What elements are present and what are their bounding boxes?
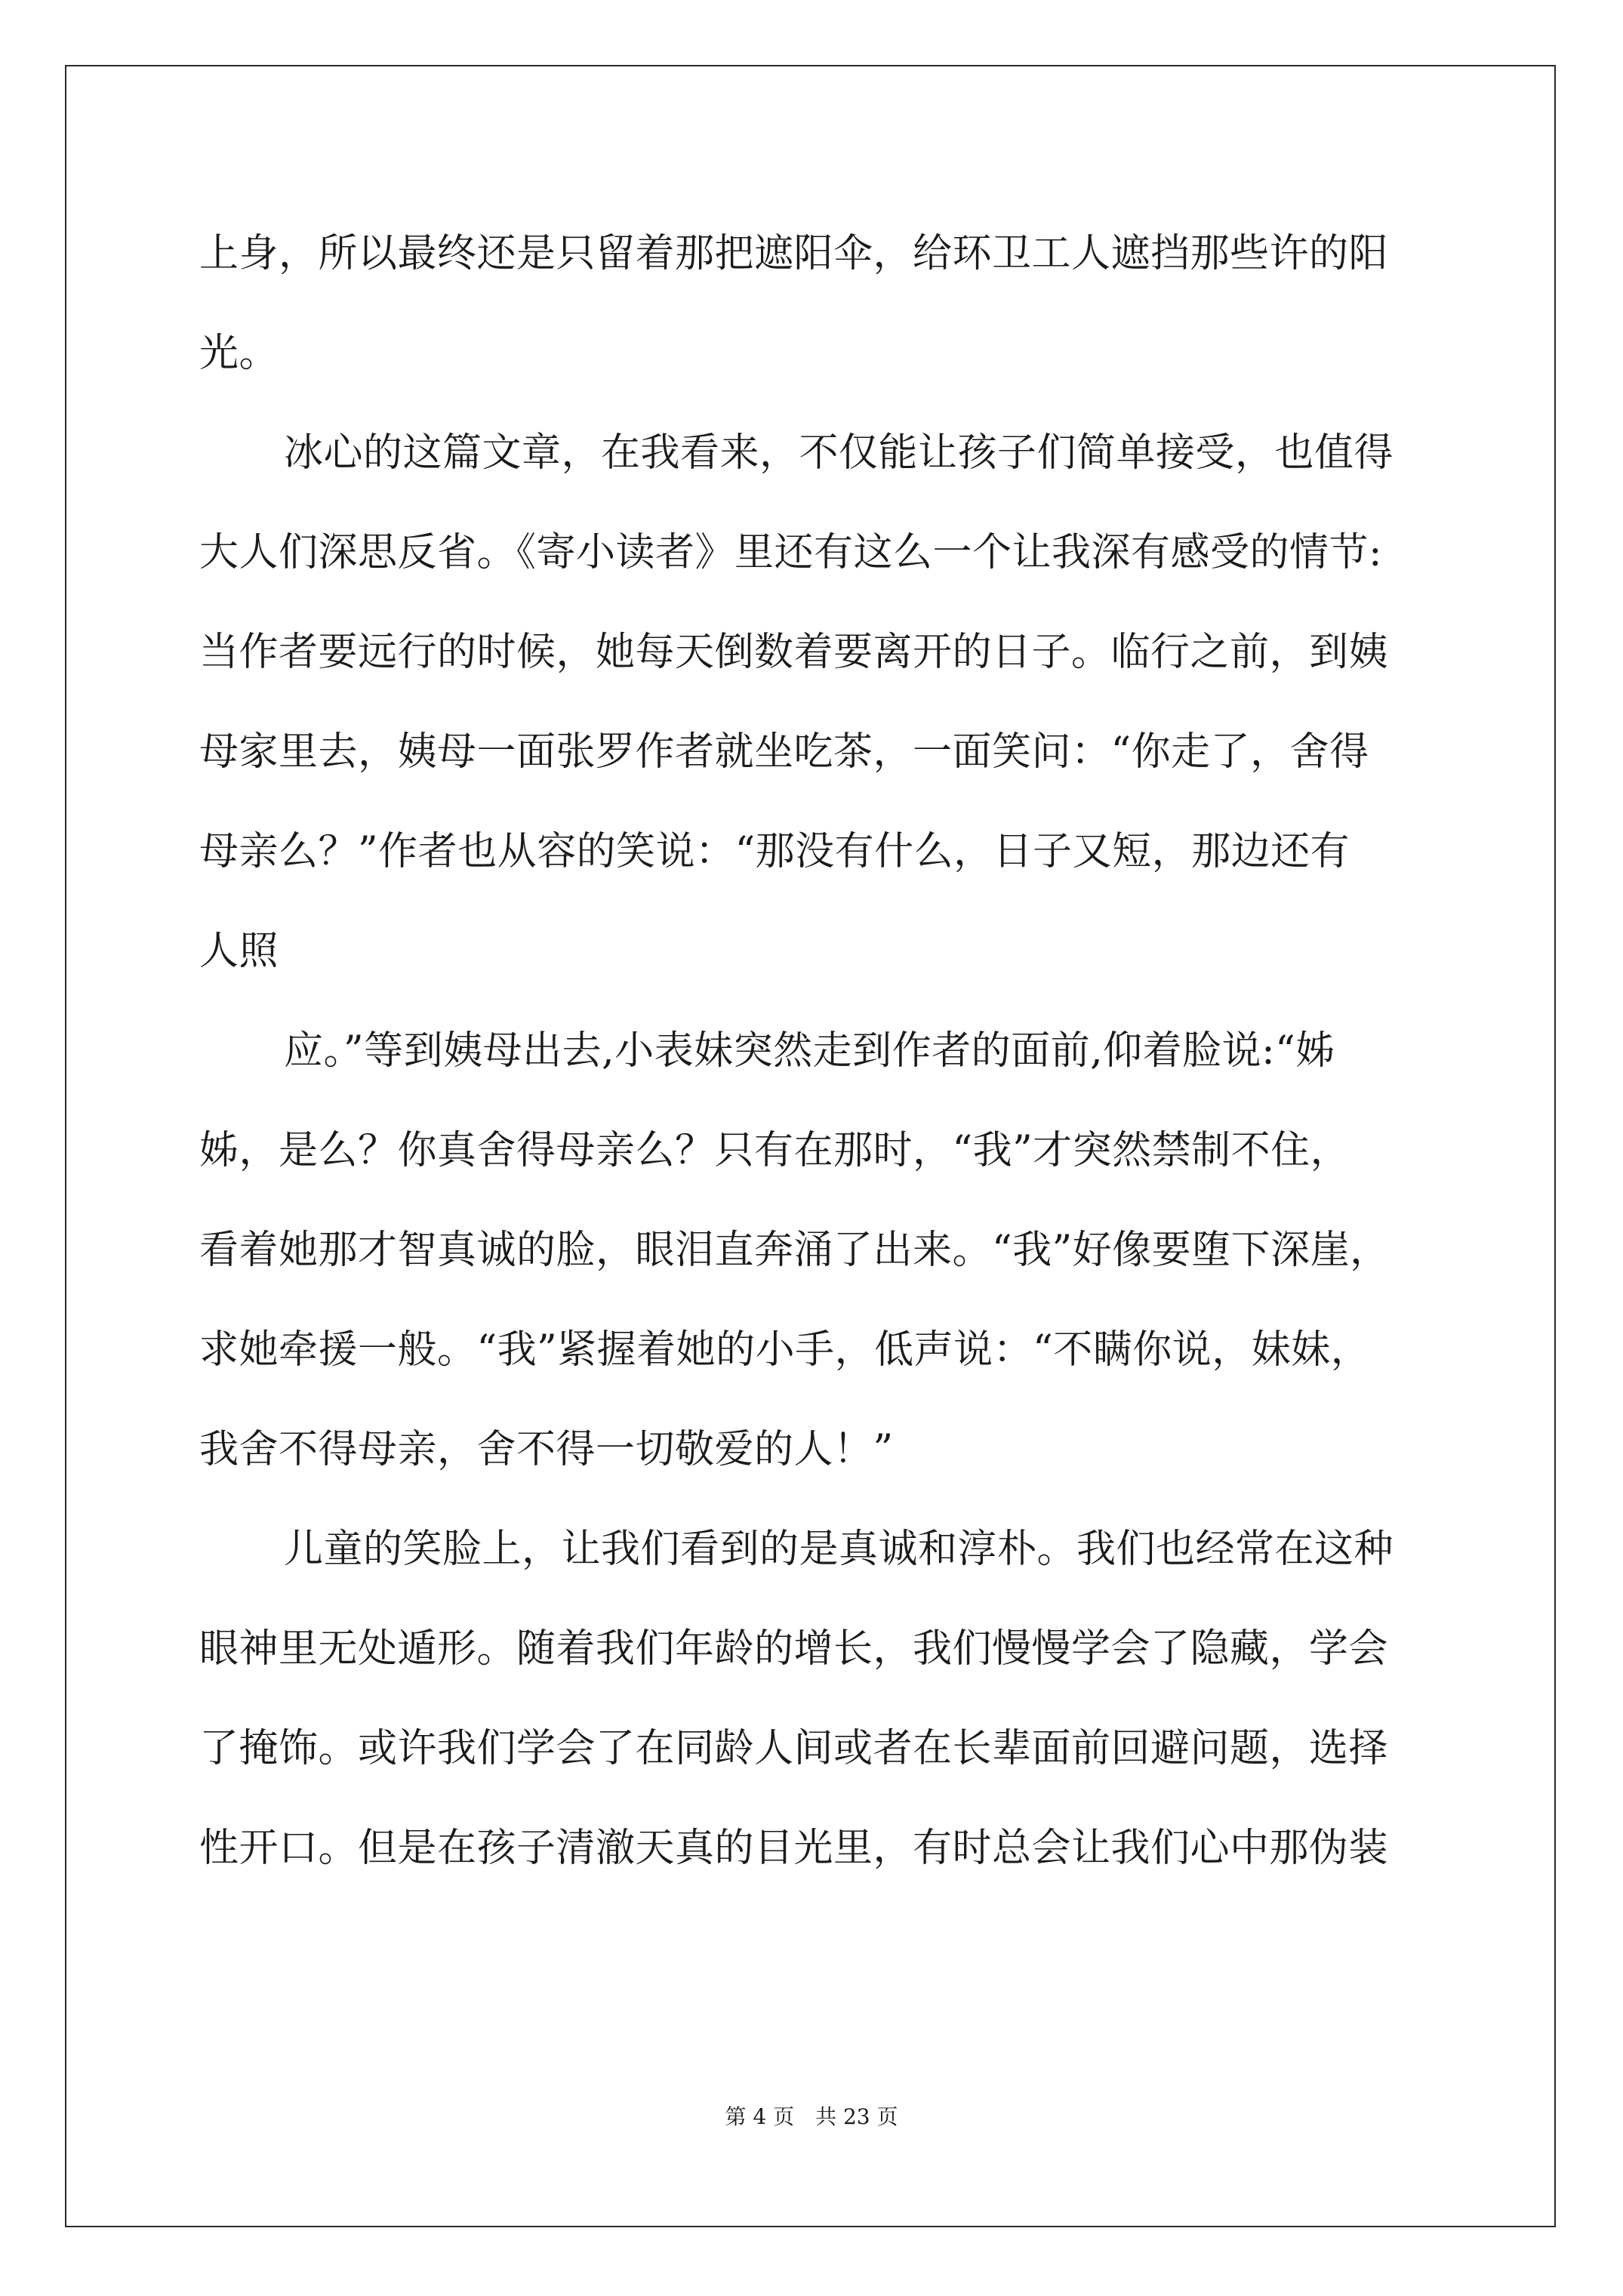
text-line: 大人们深思反省。《寄小读者》里还有这么一个让我深有感受的情节:: [199, 530, 1383, 575]
text-line: 人照: [199, 929, 279, 974]
text-line: 当作者要远行的时候，她每天倒数着要离开的日子。临行之前，到姨: [199, 630, 1389, 675]
text-line: 光。: [199, 331, 279, 376]
text-line: 我舍不得母亲，舍不得一切敬爱的人！”: [199, 1427, 894, 1472]
text-line: 母亲么？”作者也从容的笑说：“那没有什么，日子又短，那边还有: [199, 829, 1350, 874]
text-line: 母家里去，姨母一面张罗作者就坐吃茶，一面笑问：“你走了，舍得: [199, 729, 1369, 775]
text-line: 了掩饰。或许我们学会了在同龄人间或者在长辈面前回避问题，选择: [199, 1726, 1389, 1771]
text-line: 上身，所以最终还是只留着那把遮阳伞，给环卫工人遮挡那些许的阳: [199, 231, 1389, 276]
document-body: [199, 204, 1437, 1898]
text-line: 儿童的笑脸上，让我们看到的是真诚和淳朴。我们也经常在这种: [284, 1527, 1394, 1572]
text-line: 应。”等到姨母出去,小表妹突然走到作者的面前,仰着脸说:“姊: [284, 1028, 1335, 1074]
text-line: 求她牵援一般。“我”紧握着她的小手，低声说：“不瞒你说，妹妹，: [199, 1327, 1371, 1373]
text-line: 冰心的这篇文章，在我看来，不仅能让孩子们简单接受，也值得: [284, 430, 1394, 476]
page-footer: 第 4 页 共 23 页: [725, 2104, 898, 2129]
text-line: 性开口。但是在孩子清澈天真的目光里，有时总会让我们心中那伪装: [199, 1826, 1389, 1871]
text-line: 看着她那才智真诚的脸，眼泪直奔涌了出来。“我”好像要堕下深崖，: [199, 1228, 1390, 1273]
text-line: 眼神里无处遁形。随着我们年龄的增长，我们慢慢学会了隐藏，学会: [199, 1626, 1389, 1672]
text-line: 姊，是么？你真舍得母亲么？只有在那时，“我”才突然禁制不住，: [199, 1128, 1350, 1173]
